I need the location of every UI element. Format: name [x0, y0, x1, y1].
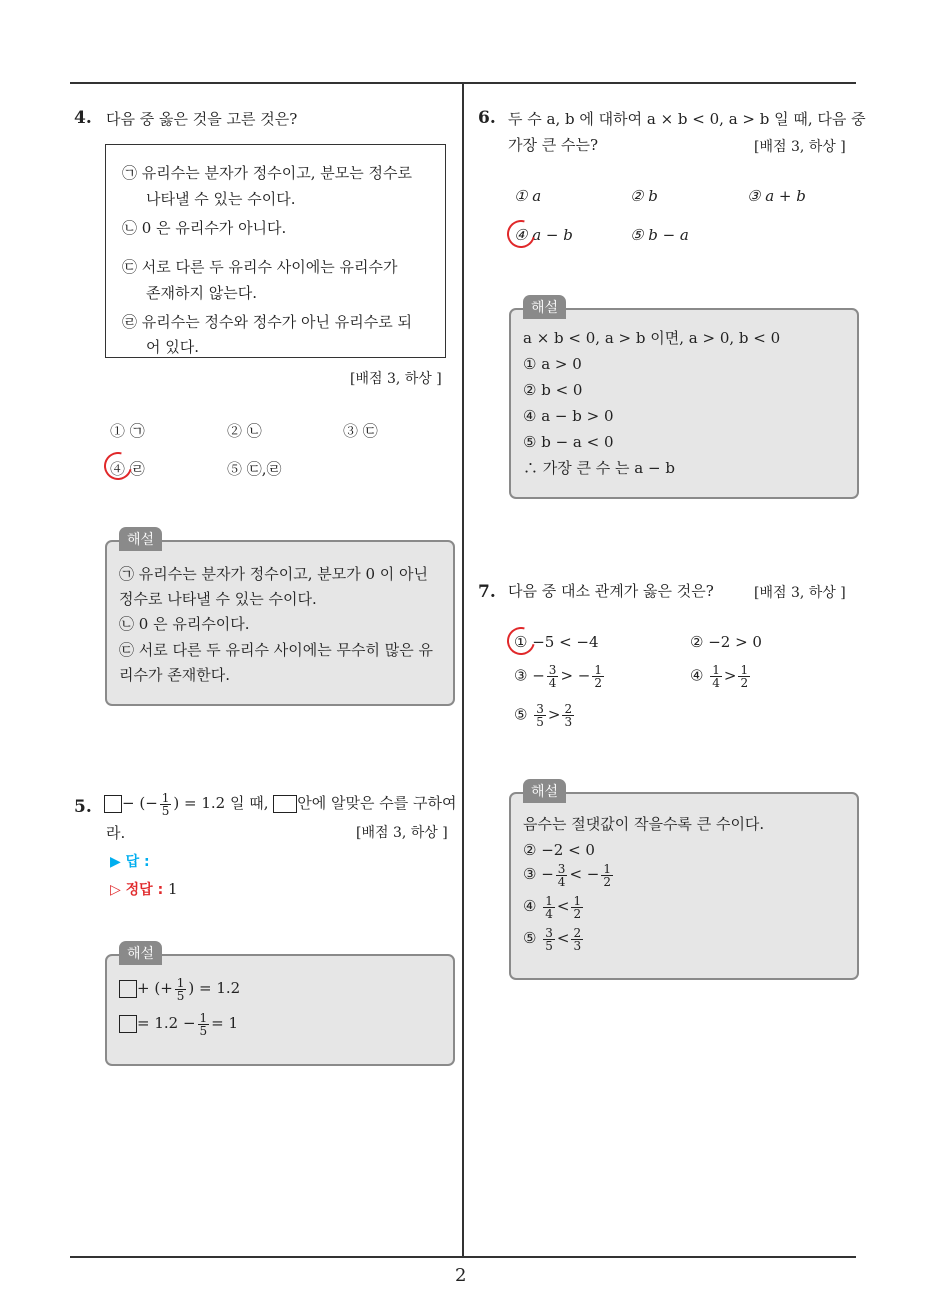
q7-solution-box — [509, 784, 859, 980]
fraction: $\frac{3}{5}$ — [536, 702, 544, 729]
q6-solution-line: ⑤ b − a < 0 — [523, 433, 614, 451]
q6-solution-line: ∴ 가장 큰 수 는 a − b — [523, 459, 675, 477]
q4-statement: ㉡ 0 은 유리수가 아니다. — [122, 219, 287, 237]
q6-question-line1: 두 수 a, b 에 대하여 a × b < 0, a > b 일 때, 다음 중 — [508, 110, 866, 128]
fraction: $\frac{2}{3}$ — [564, 702, 573, 729]
fraction: $\frac{1}{4}$ — [712, 663, 720, 690]
q7-solution-line-1: 음수는 절댓값이 작을수록 큰 수이다. — [523, 815, 765, 833]
q6-score: [배점 3, 하상 ] — [754, 139, 846, 155]
q7-solution-line-3: ③ − $\frac{3}{4}$ < − $\frac{1}{2}$ — [523, 861, 611, 889]
blank-box — [119, 980, 137, 998]
q4-solution-line: 리수가 존재한다. — [119, 666, 230, 684]
q4-solution-line: ㉠ 유리수는 분자가 정수이고, 분모가 0 이 아닌 — [119, 565, 429, 583]
q5-correct-answer: ▷ 정답 : 1 — [110, 880, 178, 898]
q6-solution-line: ① a > 0 — [523, 355, 582, 373]
q4-statement: 나타낼 수 있는 수이다. — [146, 190, 296, 208]
q6-choice-1[interactable]: ① a — [514, 187, 542, 205]
fraction: $\frac{1}{2}$ — [594, 663, 602, 690]
q5-solution-line-2: = 1.2 − $\frac{1}{5}$ = 1 — [119, 1011, 238, 1037]
q7-choice-3[interactable]: ③ − $\frac{3}{4}$ > − $\frac{1}{2}$ — [514, 663, 602, 690]
q4-statement: 존재하지 않는다. — [146, 284, 257, 302]
q7-number: 7. — [478, 582, 496, 602]
q4-choice-1[interactable]: ① ㉠ — [110, 422, 145, 440]
q7-solution-tag: 해설 — [523, 779, 566, 803]
q5-question-line2: 라. — [106, 824, 126, 842]
q6-choice-4[interactable]: ④ a − b — [514, 226, 573, 244]
q6-solution-line: a × b < 0, a > b 이면, a > 0, b < 0 — [523, 329, 781, 347]
blank-box — [119, 1015, 137, 1033]
q4-score: [배점 3, 하상 ] — [350, 371, 442, 387]
q6-solution-box — [509, 300, 859, 499]
fraction: $\frac{1}{5}$ — [161, 790, 170, 818]
q4-statement: ㉢ 서로 다른 두 유리수 사이에는 유리수가 — [122, 258, 398, 276]
q4-number: 4. — [74, 108, 92, 128]
q5-solution-tag: 해설 — [119, 941, 162, 965]
q4-solution-line: 정수로 나타낼 수 있는 수이다. — [119, 590, 317, 608]
q6-solution-line: ② b < 0 — [523, 381, 583, 399]
fraction: $\frac{1}{2}$ — [573, 893, 582, 921]
q4-statement-box — [105, 144, 446, 358]
q5-solution-line-1: + (+ $\frac{1}{5}$ ) = 1.2 — [119, 976, 240, 1002]
q6-choice-5[interactable]: ⑤ b − a — [630, 226, 689, 244]
q5-solution-box — [105, 946, 455, 1066]
q5-question: − (− $\frac{1}{5}$ ) = 1.2 일 때, 안에 알맞은 수를 구하여 — [104, 790, 457, 817]
fraction: $\frac{2}{3}$ — [573, 925, 582, 953]
q5-answer-label: ▶ 답 : — [110, 854, 150, 870]
fraction: $\frac{1}{4}$ — [545, 893, 553, 921]
fraction: $\frac{1}{2}$ — [740, 663, 749, 690]
q7-score: [배점 3, 하상 ] — [754, 585, 846, 601]
q7-solution-line-2: ② −2 < 0 — [523, 841, 595, 859]
q7-choice-1[interactable]: ① −5 < −4 — [514, 633, 599, 651]
q7-question: 다음 중 대소 관계가 옳은 것은? — [508, 582, 714, 600]
column-divider — [462, 82, 464, 1258]
q4-solution-tag: 해설 — [119, 527, 162, 551]
q4-choice-4[interactable]: ④ ㉣ — [110, 460, 145, 478]
fraction: $\frac{1}{2}$ — [603, 861, 611, 889]
q5-score: [배점 3, 하상 ] — [356, 825, 448, 841]
q4-solution-box — [105, 532, 455, 706]
blank-box — [273, 795, 297, 813]
q4-statement: ㉣ 유리수는 정수와 정수가 아닌 유리수로 되 — [122, 313, 412, 331]
blank-box — [104, 795, 122, 813]
q7-solution-line-4: ④ $\frac{1}{4}$ < $\frac{1}{2}$ — [523, 893, 582, 921]
q4-choice-3[interactable]: ③ ㉢ — [343, 422, 378, 440]
q4-solution-line: ㉢ 서로 다른 두 유리수 사이에는 무수히 많은 유 — [119, 641, 433, 659]
q7-choice-2[interactable]: ② −2 > 0 — [690, 633, 762, 651]
q4-statement: 어 있다. — [146, 338, 200, 356]
q6-question-line2: 가장 큰 수는? — [508, 136, 599, 154]
fraction: $\frac{3}{5}$ — [545, 925, 553, 953]
q6-choice-2[interactable]: ② b — [630, 187, 658, 205]
q6-solution-line: ④ a − b > 0 — [523, 407, 614, 425]
fraction: $\frac{3}{4}$ — [557, 861, 566, 889]
q4-answer-mark-icon — [99, 447, 137, 485]
q7-answer-mark-icon — [502, 622, 540, 660]
q6-answer-mark-icon — [502, 215, 540, 253]
q4-question: 다음 중 옳은 것을 고른 것은? — [106, 110, 298, 128]
q6-choice-3[interactable]: ③ a + b — [747, 187, 806, 205]
q7-choice-4[interactable]: ④ $\frac{1}{4}$ > $\frac{1}{2}$ — [690, 663, 749, 690]
q6-solution-tag: 해설 — [523, 295, 566, 319]
q6-number: 6. — [478, 108, 496, 128]
q4-solution-line: ㉡ 0 은 유리수이다. — [119, 615, 250, 633]
fraction: $\frac{3}{4}$ — [548, 663, 557, 690]
q4-statement: ㉠ 유리수는 분자가 정수이고, 분모는 정수로 — [122, 164, 412, 182]
q7-solution-line-5: ⑤ $\frac{3}{5}$ < $\frac{2}{3}$ — [523, 925, 582, 953]
q4-choice-2[interactable]: ② ㉡ — [227, 422, 262, 440]
page-number: 2 — [455, 1265, 467, 1286]
q7-choice-5[interactable]: ⑤ $\frac{3}{5}$ > $\frac{2}{3}$ — [514, 702, 573, 729]
fraction: $\frac{1}{5}$ — [176, 975, 185, 1003]
q4-choice-5[interactable]: ⑤ ㉢,㉣ — [227, 460, 282, 478]
q5-number: 5. — [74, 797, 92, 817]
bottom-rule — [70, 1256, 856, 1258]
fraction: $\frac{1}{5}$ — [199, 1010, 208, 1038]
